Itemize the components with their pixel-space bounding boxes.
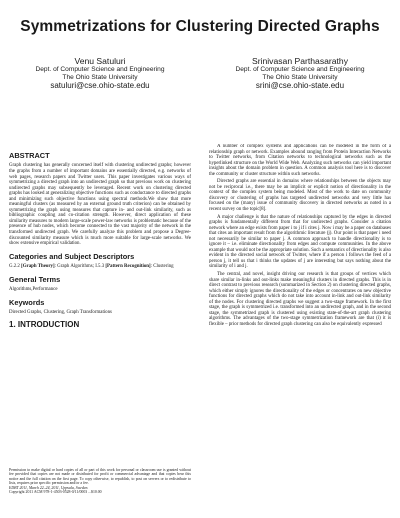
author-university: The Ohio State University	[262, 73, 338, 81]
categories-text	[9, 264, 191, 270]
copyright-line: Copyright 2011 ACM 978-1-4503-0528-0/11/0003 ...$10.00	[9, 490, 102, 495]
paper-title: Symmetrizations for Clustering Directed Graphs	[20, 18, 380, 35]
author-block-2	[200, 56, 400, 91]
right-column	[209, 144, 391, 510]
author-name: Venu Satuluri	[74, 56, 126, 66]
intro-paragraph: Directed graphs are essential in domains where relationships between the objects may not be reciprocal i.e., there may be an implicit or explicit notion of directionality in the context of the complex system being modeled. Most of the work to date on community discovery or clustering of graphs has targeted undirected networks and very little has focused on the (many) issue of community discovery in directed networks as noted in a recent survey on the topic[8].	[209, 179, 391, 213]
category-name: [Graph Theory]	[21, 264, 55, 270]
copyright-footnote	[9, 468, 191, 495]
intro-paragraph: The central, and novel, insight driving our research is that groups of vertices which share similar in-links and out-links make meaningful clusters in directed graphs. This is in direct contrast to previous research (summarized in Section 2) on clustering directed graphs, which either simply ignores the directionality of the edges or concentrates on new objective functions for directed graphs which do not take into account in-link and out-link similarity of the nodes. For clustering directed graphs we suggest a two-stage framework. In the first stage, the graph is symmetrized i.e. transformed into an undirected graph, and in the second stage, the symmetrized graph is clustered using existing state-of-the-art graph clustering algorithms. The advantages of the two-stage symmetrization framework are that (i) it is flexible – prior methods for directed graph clustering can also be equivalently expressed	[209, 272, 391, 327]
intro-paragraph: A number of complex systems and applications can be modeled in the form of a relationship graph or network. Examples abound ranging from Protein Interaction Networks to Twitter networks, from Citation networks to technological networks such as the hyperlinked structure on the World Wide Web. Analyzing such networks can yield important insights about the domain problem in question. A common analysis tool here is to discover the community or cluster structure within such networks.	[209, 144, 391, 177]
abstract-text: Graph clustering has generally concerned itself with clustering undirected graphs; however the graphs from a number of important domains are essentially directed, e.g. networks of web pages, research papers and Twitter users. This paper investigates various ways of symmetrizing a directed graph into an undirected graph so that previous work on clustering undirected graphs may subsequently be leveraged. Recent work on clustering directed graphs has looked at generalizing objective functions such as conductance to directed graphs and minimizing such objective functions using spectral methods.We show that more meaningful clusters (as measured by an external ground truth criterion) can be obtained by symmetrizing the graph using measures that capture in- and out-link similarity, such as bibliographic coupling and co-citation strength. However, direct application of these similarity measures to modern large-scale power-law networks is problematic because of the presence of hub nodes, which become connected to the vast majority of the network in the transformed undirected graph. We carefully analyze this problem and propose a Degree-discounted similarity measure which is much more suitable for large-scale networks. We show extensive empirical validation.	[9, 163, 191, 247]
categories-heading: Categories and Subject Descriptors	[9, 251, 135, 261]
abstract-heading: ABSTRACT	[9, 151, 50, 160]
left-column	[9, 152, 191, 333]
permission-notice: Permission to make digital or hard copies of all or part of this work for personal or classroom use is granted without fee provided that copies are not made or distributed for profit or commercial advantage and that copies bear this notice and the full citation on the first page. To copy otherwise, to republish, to post on servers or to redistribute to lists, requires prior specific permission and/or a fee.	[9, 468, 191, 486]
general-terms-text: Algorithms,Performance	[9, 286, 58, 292]
author-department: Dept. of Computer Science and Engineering	[35, 66, 165, 73]
introduction-heading: 1. INTRODUCTION	[9, 320, 80, 330]
author-department: Dept. of Computer Science and Engineering	[235, 66, 365, 73]
author-email: srini@cse.ohio-state.edu	[255, 81, 345, 91]
author-university: The Ohio State University	[62, 73, 138, 81]
keywords-text: Directed Graphs, Clustering, Graph Transformations	[9, 309, 112, 315]
category-code: G.2.2	[9, 264, 20, 270]
conference-line: EDBT 2011, March 22–24, 2011, Uppsala, Sweden.	[9, 485, 89, 490]
author-email: satuluri@cse.ohio-state.edu	[50, 81, 150, 91]
author-block-1	[0, 56, 200, 91]
category-name: [Pattern Recognition]	[105, 264, 151, 270]
general-terms-heading: General Terms	[9, 274, 61, 284]
intro-paragraph: A major challenge is that the nature of relationships captured by the edges in directed graphs is fundamentally different from that for undirected graphs. Consider a citation network where an edge exists from paper i to j if i cites j. Now i may be a paper on databases that cites an important result from the algorithmic literature (j). Our point is that paper i need not necessarily be similar to paper j. A common approach to handle directionality is to ignore it – i.e. eliminate directionality from edges and compute communities. In the above example that would not be the appropriate solution. Such a semantics of directionality is also evident in the directed social network of Twitter, where if a person i follows the feed of a person j, it tell us that i thinks the updates of j are interesting but says nothing about the similarity of i and j.	[209, 214, 391, 270]
keywords-heading: Keywords	[9, 297, 45, 307]
category-code: I.5.3	[95, 264, 105, 270]
category-detail: : Graph Algorithms;	[54, 264, 96, 270]
author-name: Srinivasan Parthasarathy	[251, 56, 348, 66]
category-detail: : Clustering	[150, 264, 174, 270]
